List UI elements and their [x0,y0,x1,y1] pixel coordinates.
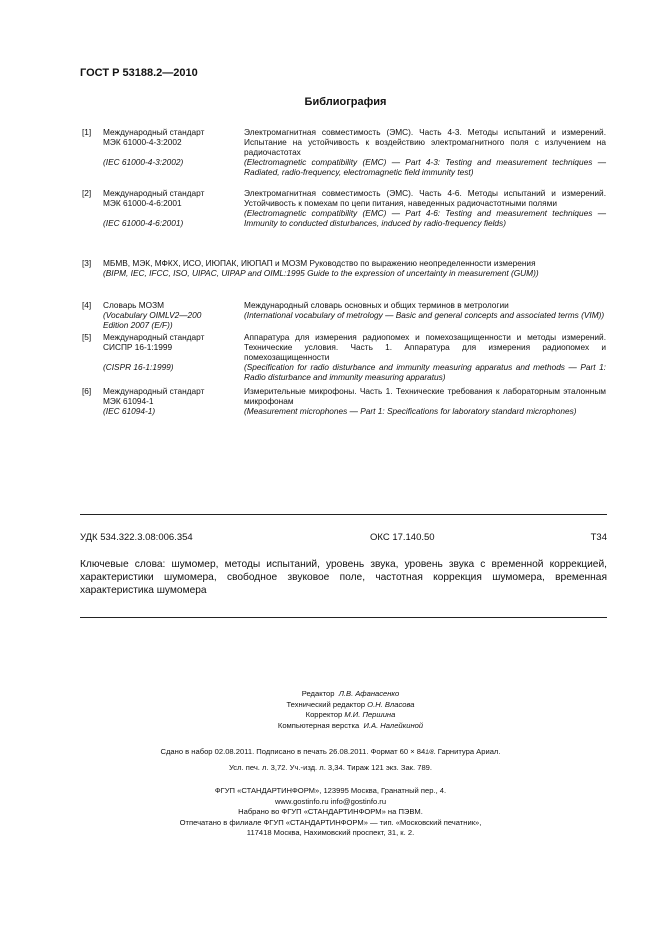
editorial-credits [0,689,661,731]
bibliography-list [82,127,606,430]
bibliography-entry [82,386,606,430]
publisher-web: www.gostinfo.ru info@gostinfo.ru [274,796,387,806]
bibliography-title: Библиография [304,96,387,108]
entry-number: [3] [82,258,92,268]
publisher-address: 117418 Москва, Нахимовский проспект, 31, к. 2. [246,828,415,837]
divider-top [80,514,607,515]
print-line-1: Сдано в набор 02.08.2011. Подписано в печать 26.08.2011. Формат 60 × 841/8. Гарнитура Ариал. [160,747,501,756]
entry-description: Электромагнитная совместимость (ЭМС). Часть 4-6. Методы испытаний и измерений. Устойчивость к помехам по цепи питания, наведенных радиочастотными полями (Electromagnetic compatibility (EMC) — Part 4-6: Testing and measurement techniques — Immunity to conducted disturbances, induced by radio-frequency fields) [244,188,606,228]
bibliography-entry [82,188,606,258]
editor-line: Редактор Л.В. Афанасенко [301,689,400,698]
standard-code: ГОСТ Р 53188.2—2010 [80,67,198,79]
entry-source: Международный стандарт МЭК 61000-4-3:2002 (IEC 61000-4-3:2002) [103,127,205,167]
group-code: Т34 [590,532,607,543]
entry-number: [1] [82,127,92,137]
bibliography-entry [82,332,606,386]
format-fraction: 1/8 [425,750,434,756]
entry-source: Международный стандарт МЭК 61094-1 (IEC 61094-1) [103,386,205,416]
publisher-line: Набрано во ФГУП «СТАНДАРТИНФОРМ» на ПЭВМ. [238,807,423,816]
bibliography-entry [82,127,606,188]
publisher-line: ФГУП «СТАНДАРТИНФОРМ», 123995 Москва, Гранатный пер., 4. [214,786,447,795]
entry-number: [4] [82,300,92,310]
entry-number: [6] [82,386,92,396]
corrector-line: Корректор М.И. Першина [305,710,396,719]
entry-source: Международный стандарт МЭК 61000-4-6:2001 (IEC 61000-4-6:2001) [103,188,205,228]
udk-code: УДК 534.322.3.08:006.354 [80,532,193,543]
print-details [0,747,661,773]
divider-bottom [80,617,607,618]
bibliography-entry [82,300,606,332]
tech-editor-line: Технический редактор О.Н. Власова [286,699,415,709]
entry-description: Измерительные микрофоны. Часть 1. Технические требования к лабораторным эталонным микрофонам (Measurement microphones — Part 1: Specifications for laboratory standard microphones) [244,386,606,416]
entry-description: Аппаратура для измерения радиопомех и помехозащищенности и методы измерений. Технические условия. Часть 1. Аппаратура для измерения радиопомех и помехозащищенности (Specification for radio disturbance and immunity measuring apparatus and methods — Part 1: Radio disturbance and immunity measuring apparatus) [244,332,606,382]
entry-source: Международный стандарт СИСПР 16-1:1999 (CISPR 16-1:1999) [103,332,205,372]
bibliography-entry [82,258,606,300]
entry-description: Электромагнитная совместимость (ЭМС). Часть 4-3. Методы испытаний и измерений. Испытание на устойчивость к воздействию электромагнитного поля с излучением на радиочастотах (Electromagnetic compatibility (EMC) — Part 4-3: Testing and measurement techniques — Radiated, radio-frequency, electromagnetic field immunity test) [244,127,606,177]
entry-description: Международный словарь основных и общих терминов в метрологии (International vocabulary of metrology — Basic and general concepts and associated terms (VIM)) [244,300,605,320]
oks-code: ОКС 17.140.50 [370,532,435,543]
entry-number: [5] [82,332,92,342]
entry-description: МБМВ, МЭК, МФКХ, ИСО, ИЮПАК, ИЮПАП и МОЗМ Руководство по выражению неопределенности измерения (BIPM, IEC, IFCC, ISO, UIPAC, UIPAP and OIML:1995 Guide to the expression of uncertainty in measurement (GUM)) [103,258,539,278]
entry-source: Словарь МОЗМ (Vocabulary OIMLV2—200 Edition 2007 (E/F)) [103,300,202,330]
publisher-line: Отпечатано в филиале ФГУП «СТАНДАРТИНФОРМ» — тип. «Московский печатник», [179,817,482,827]
print-line-2: Усл. печ. л. 3,72. Уч.-изд. л. 3,34. Тираж 121 экз. Зак. 789. [228,762,433,772]
publisher-info [0,786,661,839]
keywords: Ключевые слова: шумомер, методы испытаний, уровень звука, уровень звука с временной коррекцией, характеристики шумомера, свободное звуковое поле, частотная коррекция шумомера, временная характеристика шумомера [80,559,607,596]
entry-number: [2] [82,188,92,198]
layout-line: Компьютерная верстка И.А. Налейкиной [277,720,424,730]
